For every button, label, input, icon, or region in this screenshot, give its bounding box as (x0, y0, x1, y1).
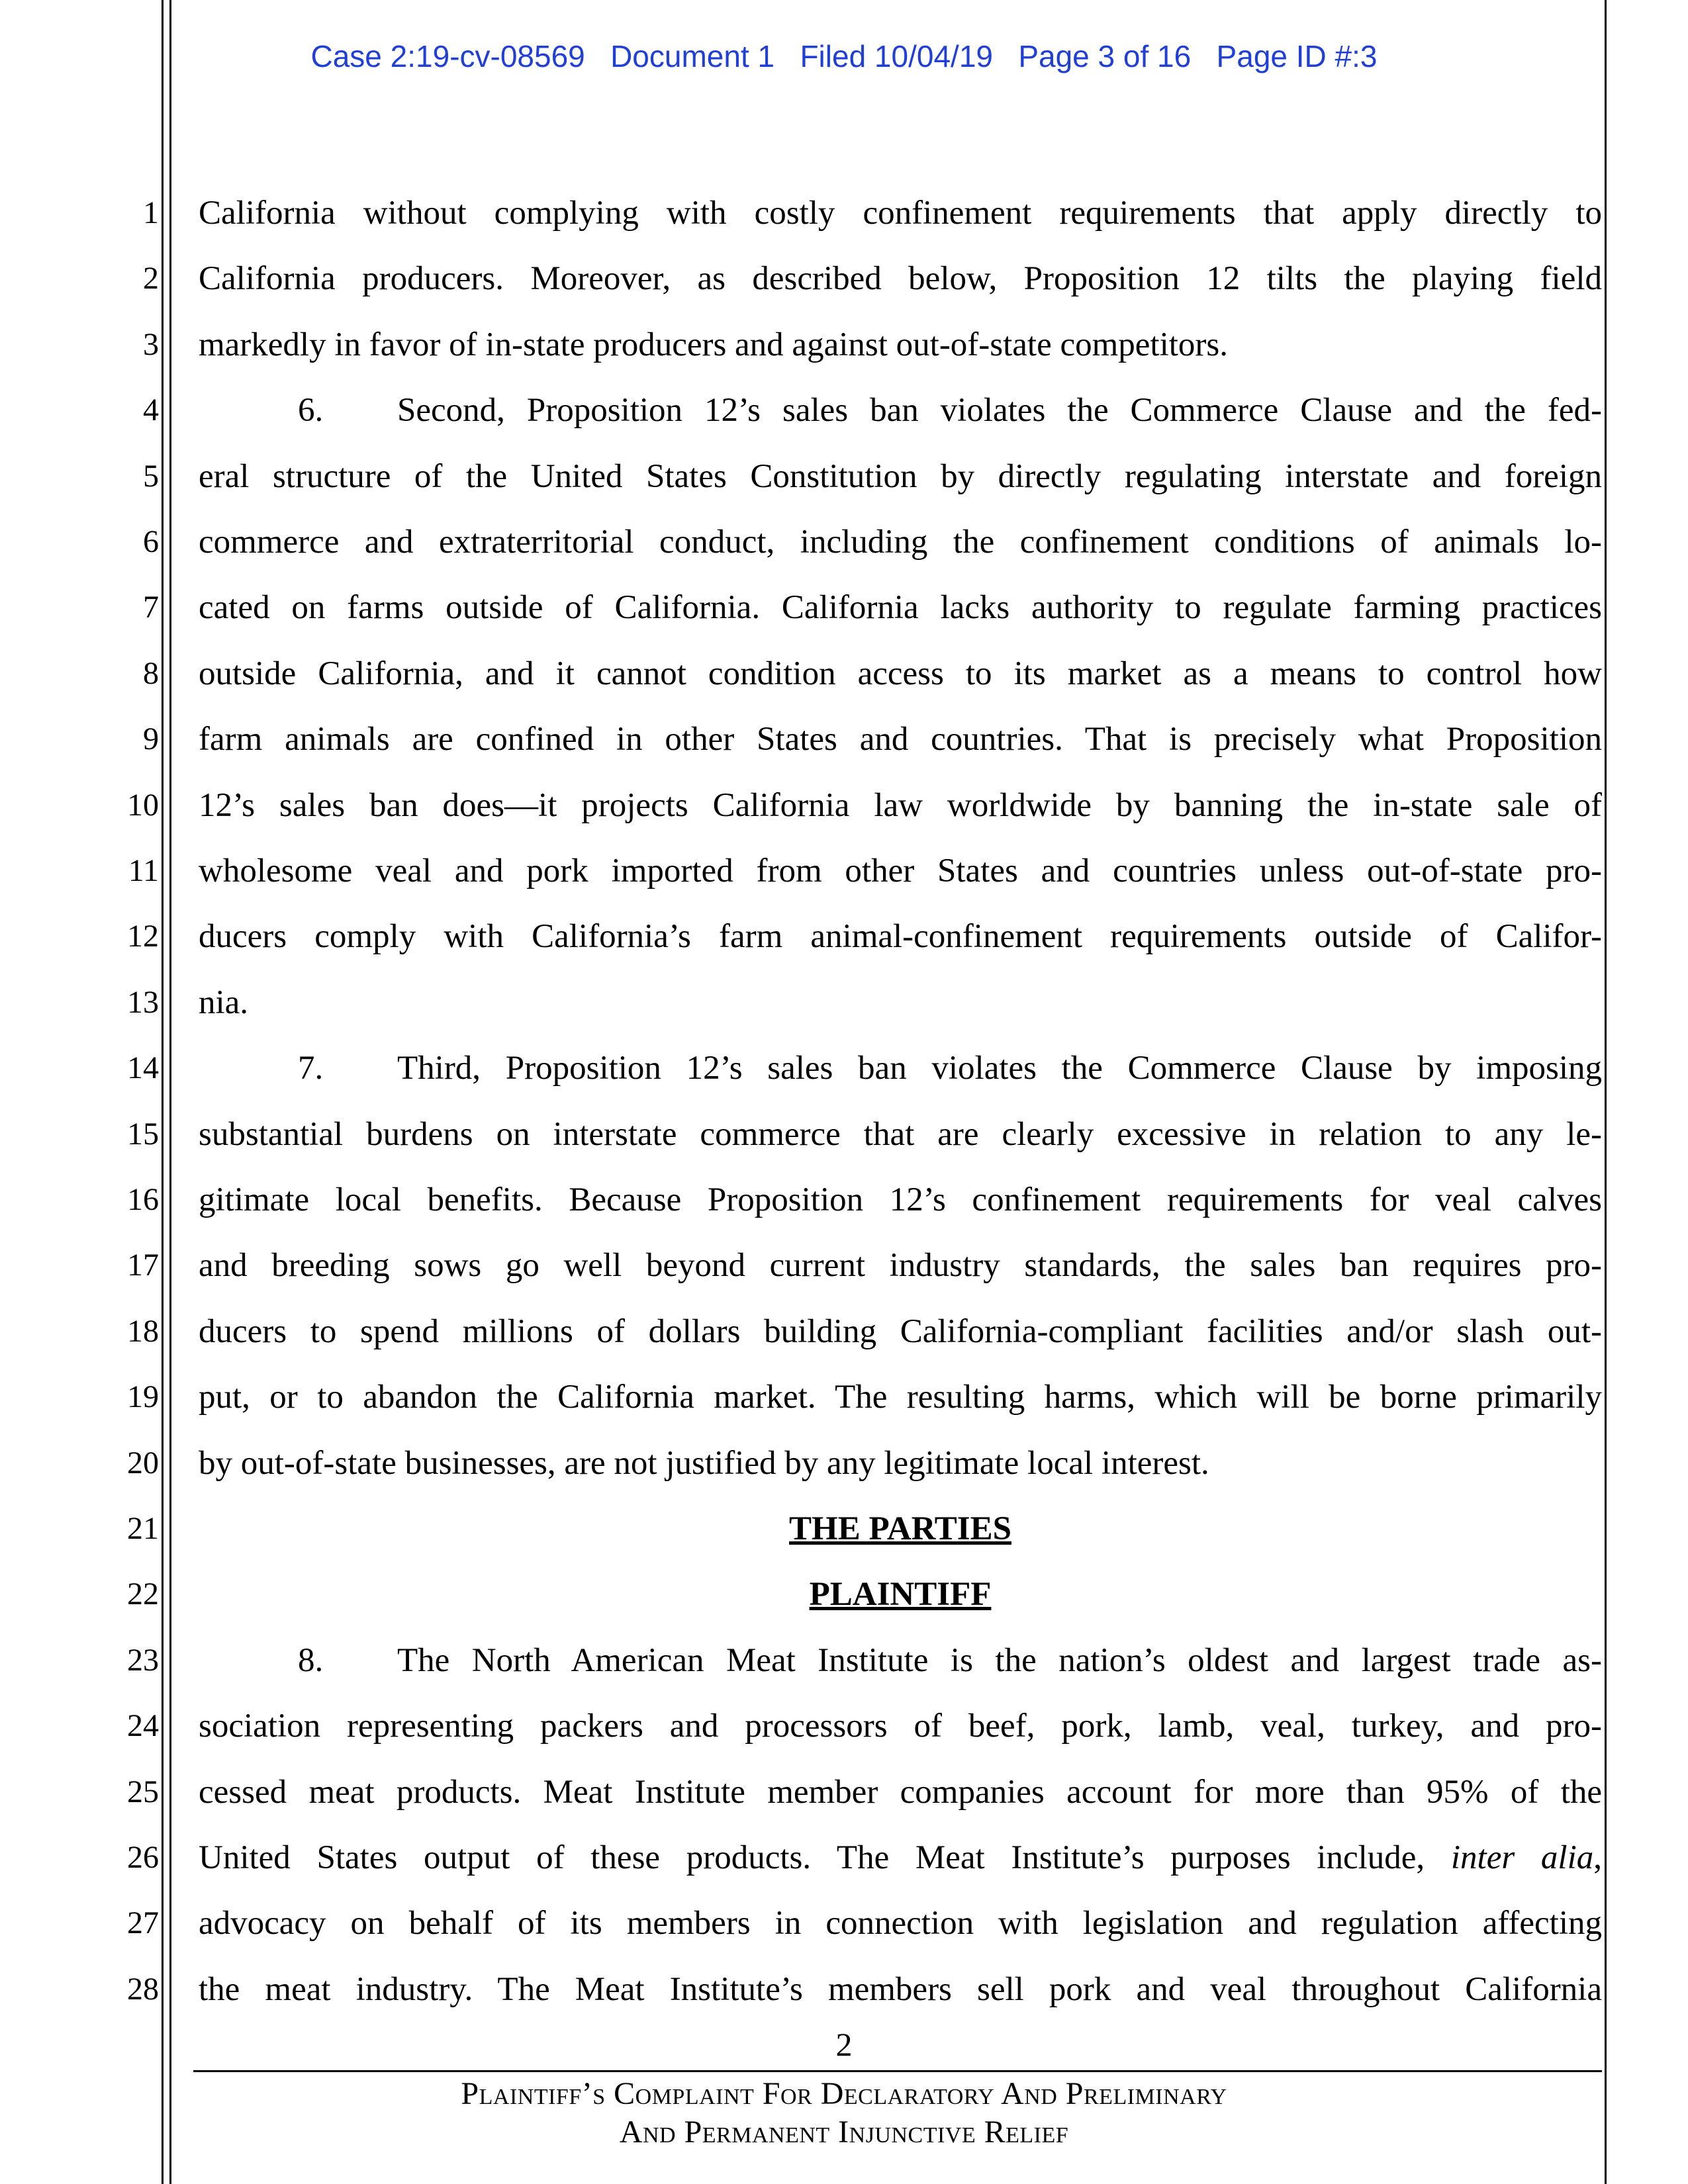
line-number: 4 (143, 392, 159, 428)
line-number: 13 (127, 984, 159, 1020)
line-number: 11 (128, 853, 159, 888)
line-number: 20 (127, 1445, 159, 1480)
line-number: 10 (127, 787, 159, 823)
line-number: 6 (143, 524, 159, 559)
text-line: put, or to abandon the California market. The resulting harms, which will be borne primarily (199, 1379, 1602, 1416)
text-line: United States output of these products. The Meat Institute’s purposes include, inter alia, (199, 1839, 1602, 1876)
text-line: gitimate local benefits. Because Proposition 12’s confinement requirements for veal calves (199, 1181, 1602, 1218)
paragraph-number: 6. (298, 392, 324, 430)
text-line: outside California, and it cannot condition access to its market as a means to control how (199, 655, 1602, 692)
line-number: 19 (127, 1379, 159, 1415)
section-heading: PLAINTIFF (809, 1576, 992, 1614)
text-line: markedly in favor of in-state producers and against out-of-state competitors. (199, 326, 1229, 363)
line-number: 14 (127, 1050, 159, 1086)
italic-phrase: inter alia (1450, 1839, 1594, 1876)
left-margin-rule-outer (162, 0, 164, 2184)
text-line: cessed meat products. Meat Institute member companies account for more than 95% of the (199, 1773, 1602, 1811)
line-number: 16 (127, 1182, 159, 1217)
line-number: 25 (127, 1774, 159, 1809)
text-line: ducers to spend millions of dollars building California-compliant facilities and/or slash out- (199, 1312, 1602, 1350)
line-number: 22 (127, 1576, 159, 1612)
text-line: cated on farms outside of California. California lacks authority to regulate farming practices (199, 589, 1602, 627)
line-number: 24 (127, 1708, 159, 1744)
line-number: 28 (127, 1971, 159, 2007)
footer-title-line-1: Plaintiff’s Complaint For Declaratory And Preliminary (461, 2076, 1227, 2111)
line-number: 5 (143, 458, 159, 494)
text-line: commerce and extraterritorial conduct, including the confinement conditions of animals lo- (199, 523, 1602, 561)
left-margin-rule-inner (169, 0, 171, 2184)
paragraph-number: 8. (298, 1641, 324, 1679)
text-line: 12’s sales ban does—it projects California law worldwide by banning the in-state sale of (199, 786, 1602, 824)
line-number: 17 (127, 1248, 159, 1283)
text-line: the meat industry. The Meat Institute’s members sell pork and veal throughout California (199, 1970, 1602, 2008)
text-line: 7. Third, Proposition 12’s sales ban violates the Commerce Clause by imposing (298, 1050, 1602, 1087)
line-number: 2 (143, 261, 159, 296)
text-line: sociation representing packers and processors of beef, pork, lamb, veal, turkey, and pro- (199, 1707, 1602, 1745)
text-line: advocacy on behalf of its members in connection with legislation and regulation affecting (199, 1905, 1602, 1942)
text-line: eral structure of the United States Constitution by directly regulating interstate and foreign (199, 457, 1602, 495)
line-number: 21 (127, 1511, 159, 1546)
text-line: California producers. Moreover, as described below, Proposition 12 tilts the playing field (199, 260, 1602, 298)
line-number: 26 (127, 1840, 159, 1875)
page-number: 2 (835, 2026, 853, 2063)
paragraph-number: 7. (298, 1050, 324, 1087)
text-line: ducers comply with California’s farm animal-confinement requirements outside of Califor- (199, 918, 1602, 956)
text-line: and breeding sows go well beyond current industry standards, the sales ban requires pro- (199, 1247, 1602, 1285)
line-number: 27 (127, 1905, 159, 1941)
text-line: 8. The North American Meat Institute is the nation’s oldest and largest trade as- (298, 1641, 1602, 1679)
text-line: substantial burdens on interstate commerce that are clearly excessive in relation to any le- (199, 1115, 1602, 1153)
text-line: California without complying with costly confinement requirements that apply directly to (199, 195, 1602, 232)
text-line: 6. Second, Proposition 12’s sales ban violates the Commerce Clause and the fed- (298, 392, 1602, 430)
line-number: 1 (143, 195, 159, 230)
footer-rule (193, 2070, 1602, 2072)
document-footer (0, 2075, 1688, 2152)
line-number: 8 (143, 655, 159, 691)
line-number: 7 (143, 590, 159, 625)
case-header: Case 2:19-cv-08569 Document 1 Filed 10/04/19 Page 3 of 16 Page ID #:3 (310, 39, 1378, 73)
text-line: nia. (199, 983, 249, 1021)
right-margin-rule (1605, 0, 1607, 2184)
footer-title-line-2: And Permanent Injunctive Relief (619, 2115, 1069, 2150)
text-line: farm animals are confined in other States and countries. That is precisely what Proposition (199, 721, 1602, 758)
section-heading: THE PARTIES (789, 1510, 1011, 1547)
text-line: by out-of-state businesses, are not justified by any legitimate local interest. (199, 1444, 1209, 1482)
line-number: 23 (127, 1642, 159, 1678)
text-line: wholesome veal and pork imported from other States and countries unless out-of-state pro- (199, 852, 1602, 889)
line-number: 18 (127, 1313, 159, 1349)
line-number: 12 (127, 919, 159, 954)
line-number: 15 (127, 1116, 159, 1152)
line-number: 3 (143, 326, 159, 362)
line-number: 9 (143, 721, 159, 757)
